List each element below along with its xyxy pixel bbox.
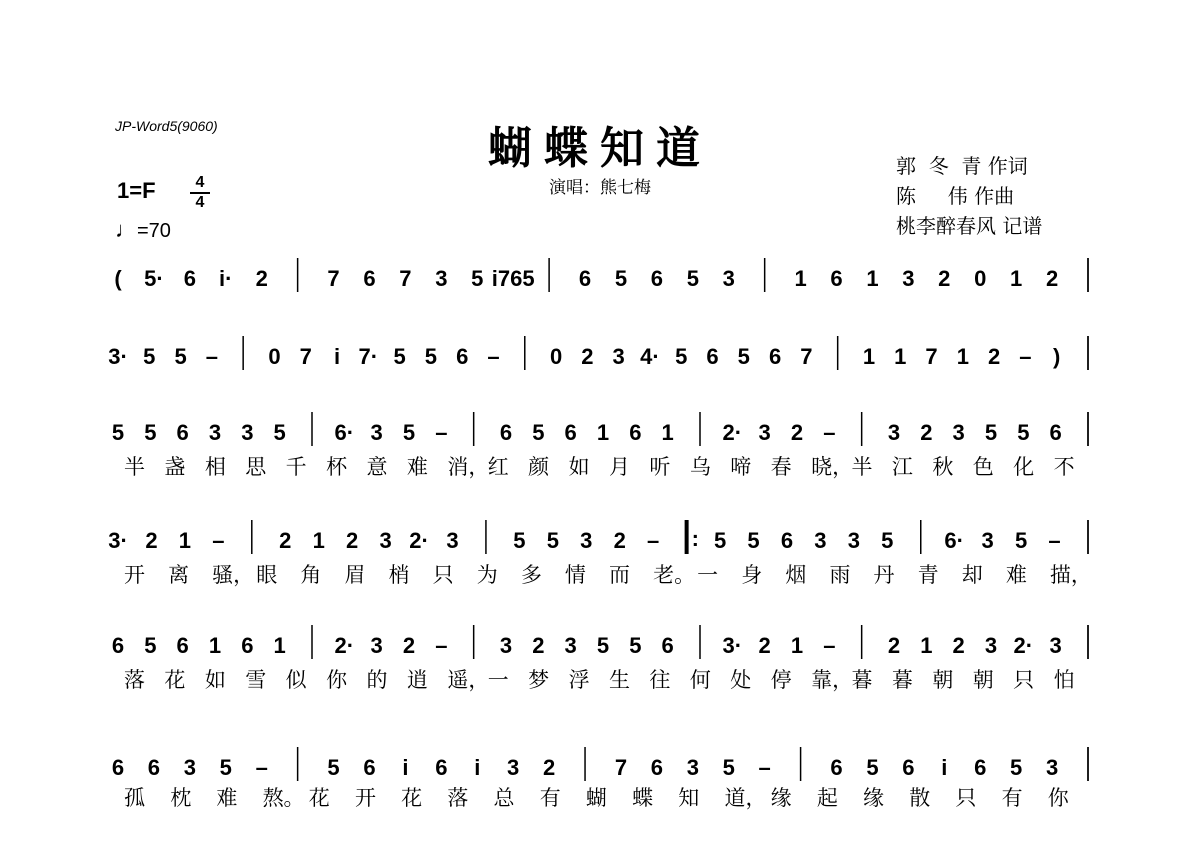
- lyric-syllable: 何: [689, 668, 711, 692]
- note: 5: [747, 528, 760, 553]
- lyric-syllable: 蝶: [632, 786, 654, 810]
- note: 2: [938, 266, 951, 291]
- note: 5: [424, 344, 438, 369]
- lyric-syllable: 靠，: [811, 668, 854, 692]
- note: 5: [471, 266, 484, 291]
- note: 1: [894, 344, 907, 369]
- note: 1: [866, 266, 879, 291]
- note: 6: [768, 344, 782, 369]
- lyric-syllable: 梦: [528, 668, 550, 692]
- note: 2: [887, 633, 901, 658]
- lyric-syllable: 难: [1005, 563, 1027, 587]
- note: 5: [675, 344, 688, 369]
- lyric-syllable: 你: [1047, 786, 1069, 810]
- note: 2: [532, 633, 545, 658]
- lyric-syllable: 半: [124, 455, 145, 479]
- lyric-syllable: 难: [406, 455, 428, 479]
- lyric-syllable: 散: [909, 786, 931, 810]
- note: 5: [737, 344, 750, 369]
- note: 3·: [722, 633, 743, 658]
- note: –: [487, 344, 500, 369]
- note: 3: [446, 528, 459, 553]
- note: 5: [143, 344, 156, 369]
- note: 5: [111, 420, 125, 445]
- note: –: [1019, 344, 1032, 369]
- note: 3: [507, 755, 520, 780]
- note: 7: [925, 344, 938, 369]
- note: 6: [111, 755, 125, 780]
- note: 2: [402, 633, 416, 658]
- note: 6·: [334, 420, 355, 445]
- note: 3: [564, 633, 577, 658]
- lyric-syllable: 江: [891, 455, 913, 479]
- lyric-syllable: 难: [216, 786, 238, 810]
- note: 5: [614, 266, 628, 291]
- note: 5: [273, 420, 286, 445]
- note: 5: [881, 528, 894, 553]
- note: 2: [790, 420, 804, 445]
- lyric-syllable: 只: [1013, 668, 1035, 692]
- note: 5: [722, 755, 735, 780]
- note: 6: [650, 266, 664, 291]
- note: 6: [780, 528, 794, 553]
- note: 2: [613, 528, 626, 553]
- lyric-syllable: 往: [649, 668, 671, 692]
- repeat-sign: :: [691, 526, 699, 551]
- note: 2: [758, 633, 771, 658]
- note: 1: [596, 420, 610, 445]
- note: 3: [984, 633, 998, 658]
- note: –: [647, 528, 660, 553]
- lyric-syllable: 却: [961, 563, 983, 587]
- note: 2: [952, 633, 965, 658]
- lyric-syllable: 熬。: [262, 786, 305, 810]
- lyric-syllable: 乌: [689, 455, 711, 479]
- note: 5: [546, 528, 559, 553]
- lyric-syllable: 开: [124, 563, 145, 587]
- lyric-syllable: 不: [1053, 455, 1075, 479]
- note: ): [1053, 344, 1061, 369]
- key-signature: 1=F: [117, 178, 156, 203]
- note: 6: [111, 633, 125, 658]
- note: 6: [363, 755, 376, 780]
- note: –: [212, 528, 225, 553]
- note: 2: [581, 344, 594, 369]
- note: 6: [629, 420, 642, 445]
- note: 6: [661, 633, 674, 658]
- note: 5: [596, 633, 610, 658]
- note: 2·: [409, 528, 429, 553]
- note: i: [941, 755, 948, 780]
- song-title: 蝴蝶知道: [488, 123, 712, 174]
- note: 1: [920, 633, 933, 658]
- note: 7: [327, 266, 340, 291]
- note: 4·: [640, 344, 660, 369]
- lyric-syllable: 颜: [528, 455, 550, 479]
- lyric-syllable: 杯: [326, 455, 348, 479]
- note: –: [255, 755, 268, 780]
- note: 5: [984, 420, 998, 445]
- lyric-syllable: 道，: [724, 786, 767, 810]
- lyric-syllable: 为: [476, 563, 498, 587]
- lyric-syllable: 秋: [932, 455, 954, 479]
- lyric-syllable: 逍: [406, 668, 428, 692]
- lyric-syllable: 骚，: [212, 563, 255, 587]
- lyric-syllable: 老。: [653, 563, 696, 587]
- lyric-syllable: 花: [401, 786, 423, 810]
- note: 6: [578, 266, 592, 291]
- note: 3: [686, 755, 699, 780]
- note: 7: [614, 755, 628, 780]
- note: 0: [268, 344, 281, 369]
- note: 3: [887, 420, 901, 445]
- lyric-syllable: 缘: [770, 786, 792, 810]
- lyric-syllable: 春: [770, 455, 792, 479]
- note: 5: [144, 420, 157, 445]
- note: 6: [830, 755, 843, 780]
- note: 5·: [144, 266, 164, 291]
- note: 3: [722, 266, 735, 291]
- time-signature-top: 4: [195, 174, 205, 191]
- lyric-syllable: 丹: [873, 563, 895, 587]
- lyric-syllable: 一: [697, 563, 719, 587]
- note: 6: [830, 266, 843, 291]
- lyric-syllable: 一: [487, 668, 509, 692]
- note: 5: [174, 344, 187, 369]
- lyric-syllable: 朝: [972, 668, 994, 692]
- note: 1: [1010, 266, 1023, 291]
- note: 1: [178, 528, 192, 553]
- note: 5: [402, 420, 416, 445]
- lyric-syllable: 缘: [863, 786, 885, 810]
- note: 0: [549, 344, 563, 369]
- note: 1: [862, 344, 876, 369]
- lyric-syllable: 思: [245, 455, 267, 479]
- note: 5: [1010, 755, 1023, 780]
- note: 5: [1014, 528, 1028, 553]
- note: 3: [370, 633, 383, 658]
- composer-credit: 陈 伟 作曲: [896, 184, 1015, 208]
- note: i: [474, 755, 481, 780]
- note: 5: [713, 528, 727, 553]
- note: 3: [370, 420, 383, 445]
- note: i: [333, 344, 341, 369]
- lyric-syllable: 身: [741, 563, 763, 587]
- lyric-syllable: 暮: [851, 668, 873, 692]
- note: 3: [1049, 633, 1062, 658]
- lyric-syllable: 落: [447, 786, 469, 810]
- lyric-syllable: 停: [770, 668, 792, 692]
- note: 6: [176, 420, 189, 445]
- lyric-syllable: 遥，: [447, 668, 490, 692]
- note: 1: [208, 633, 222, 658]
- note: 1: [790, 633, 804, 658]
- note: 2: [145, 528, 158, 553]
- singer-credit: 演唱：熊七梅: [549, 178, 651, 198]
- lyric-syllable: 知: [678, 786, 700, 810]
- note: 3: [758, 420, 771, 445]
- note: 3: [208, 420, 222, 445]
- lyric-syllable: 生: [609, 668, 630, 692]
- lyric-syllable: 晓，: [811, 455, 854, 479]
- lyric-syllable: 朝: [932, 668, 954, 692]
- note: –: [205, 344, 218, 369]
- lyric-syllable: 听: [649, 455, 671, 479]
- note: 3: [1045, 755, 1059, 780]
- lyric-syllable: 你: [326, 668, 348, 692]
- note: –: [435, 420, 448, 445]
- lyric-syllable: 眉: [344, 563, 366, 587]
- note: 1: [312, 528, 325, 553]
- note: 6: [564, 420, 577, 445]
- lyric-syllable: 情: [564, 563, 586, 587]
- note: 3: [847, 528, 860, 553]
- note: 6: [902, 755, 915, 780]
- note: 6: [974, 755, 987, 780]
- lyric-syllable: 烟: [785, 563, 807, 587]
- note: 3: [241, 420, 254, 445]
- lyric-syllable: 浮: [568, 668, 590, 692]
- note: 5: [219, 755, 232, 780]
- note: 1: [956, 344, 969, 369]
- note: 6: [650, 755, 664, 780]
- note: 5: [144, 633, 157, 658]
- lyric-syllable: 相: [204, 455, 226, 479]
- lyric-syllable: 描，: [1049, 563, 1092, 587]
- note: 6: [706, 344, 719, 369]
- lyric-syllable: 开: [354, 786, 376, 810]
- lyric-syllable: 暮: [891, 668, 913, 692]
- lyric-syllable: 如: [204, 668, 226, 692]
- lyric-syllable: 盏: [164, 455, 186, 479]
- note: 7·: [358, 344, 379, 369]
- note: 2·: [722, 420, 743, 445]
- note: 6: [183, 266, 196, 291]
- note: –: [435, 633, 448, 658]
- lyric-syllable: 花: [308, 786, 330, 810]
- note: 0: [974, 266, 987, 291]
- note: 3: [981, 528, 994, 553]
- lyric-syllable: 花: [164, 668, 186, 692]
- lyric-syllable: 枕: [170, 786, 192, 810]
- lyric-syllable: 雨: [829, 563, 851, 587]
- note: 3: [952, 420, 965, 445]
- lyric-syllable: 千: [285, 455, 307, 479]
- lyric-syllable: 有: [1001, 786, 1023, 810]
- note: –: [1048, 528, 1061, 553]
- lyric-syllable: 多: [520, 563, 542, 587]
- lyric-syllable: 落: [124, 668, 145, 692]
- note: i·: [219, 266, 233, 291]
- lyric-syllable: 起: [816, 786, 838, 810]
- lyric-syllable: 眼: [256, 563, 278, 587]
- lyric-syllable: 怕: [1053, 668, 1075, 692]
- note: (: [114, 266, 122, 291]
- note: 6: [1049, 420, 1062, 445]
- note: 2: [1045, 266, 1059, 291]
- lyric-syllable: 处: [730, 668, 752, 692]
- note: 2: [920, 420, 933, 445]
- note: 1: [661, 420, 674, 445]
- note: 3·: [108, 344, 128, 369]
- note: 6·: [944, 528, 964, 553]
- note: –: [823, 633, 836, 658]
- note: 3: [612, 344, 625, 369]
- lyric-syllable: 总: [493, 786, 515, 810]
- note: 5: [327, 755, 340, 780]
- note: 6: [176, 633, 189, 658]
- note: 2: [346, 528, 359, 553]
- note: 1: [794, 266, 807, 291]
- note: 1: [273, 633, 286, 658]
- note: 5: [393, 344, 406, 369]
- note: 6: [435, 755, 448, 780]
- note: 5: [532, 420, 545, 445]
- lyric-syllable: 有: [539, 786, 561, 810]
- lyric-syllable: 化: [1013, 455, 1035, 479]
- note: 2: [542, 755, 556, 780]
- lyric-syllable: 蝴: [585, 786, 607, 810]
- lyric-syllable: 孤: [124, 786, 145, 810]
- lyric-syllable: 消，: [447, 455, 490, 479]
- lyric-syllable: 角: [300, 563, 322, 587]
- note: 5: [629, 633, 642, 658]
- lyric-syllable: 雪: [245, 668, 267, 692]
- note: 2: [988, 344, 1001, 369]
- lyric-syllable: 的: [366, 668, 388, 692]
- note: i765: [491, 266, 535, 291]
- lyric-syllable: 而: [609, 563, 630, 587]
- note: 3·: [108, 528, 128, 553]
- note: 3: [814, 528, 827, 553]
- note: 3: [499, 633, 513, 658]
- lyric-syllable: 只: [432, 563, 454, 587]
- time-signature-bottom: 4: [195, 194, 205, 211]
- note: 3: [435, 266, 448, 291]
- lyric-syllable: 半: [851, 455, 873, 479]
- note: 7: [800, 344, 813, 369]
- lyric-syllable: 红: [487, 455, 509, 479]
- note: 3: [580, 528, 593, 553]
- note: 6: [241, 633, 254, 658]
- note: 2: [279, 528, 292, 553]
- note: 6: [499, 420, 513, 445]
- note: i: [402, 755, 409, 780]
- note: 5: [1017, 420, 1030, 445]
- note: 7: [299, 344, 312, 369]
- note: 5: [513, 528, 526, 553]
- lyric-syllable: 离: [168, 563, 190, 587]
- lyric-syllable: 如: [568, 455, 590, 479]
- note: 6: [363, 266, 376, 291]
- quarter-note-icon: ♩: [115, 217, 137, 242]
- notation-credit: 桃李醉春风 记谱: [896, 214, 1043, 238]
- lyric-syllable: 只: [955, 786, 977, 810]
- note: 6: [456, 344, 469, 369]
- note: 7: [399, 266, 412, 291]
- lyric-syllable: 啼: [730, 455, 752, 479]
- lyric-syllable: 青: [917, 563, 939, 587]
- lyricist-credit: 郭 冬 青 作词: [896, 154, 1028, 178]
- note: 6: [147, 755, 161, 780]
- note: 2·: [1013, 633, 1034, 658]
- lyric-syllable: 意: [366, 455, 388, 479]
- lyric-syllable: 似: [285, 668, 307, 692]
- lyric-syllable: 梢: [388, 563, 410, 587]
- note: 3: [183, 755, 196, 780]
- lyric-syllable: 色: [972, 455, 994, 479]
- note: 5: [686, 266, 699, 291]
- tempo-value: =70: [137, 220, 171, 242]
- lyric-syllable: 月: [609, 455, 630, 479]
- note: 2: [255, 266, 268, 291]
- note: 2·: [334, 633, 355, 658]
- note: –: [758, 755, 771, 780]
- note: 5: [866, 755, 879, 780]
- note: 3: [379, 528, 392, 553]
- note: –: [823, 420, 836, 445]
- note: 3: [902, 266, 915, 291]
- software-watermark: JP-Word5(9060): [115, 118, 218, 134]
